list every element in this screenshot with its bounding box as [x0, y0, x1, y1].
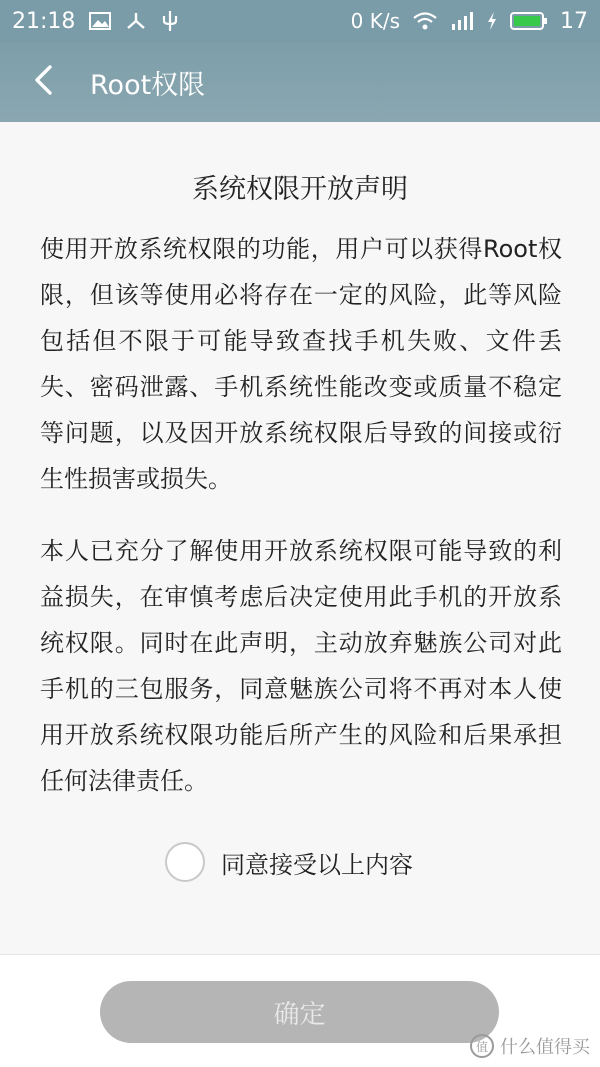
watermark-logo: 值: [470, 1034, 494, 1058]
statement-paragraph-1: 使用开放系统权限的功能，用户可以获得Root权限，但该等使用必将存在一定的风险，此等风险包括但不限于可能导致查找手机失败、文件丢失、密码泄露、手机系统性能改变或质量不稳定等问题，以及因开放系统权限后导致的间接或衍生性损害或损失。: [40, 235, 562, 493]
status-bar-right: [351, 9, 588, 34]
watermark-text: 什么值得买: [500, 1037, 590, 1058]
battery-icon: [510, 11, 548, 31]
net-speed: 0 K/s: [350, 9, 400, 33]
page-title: Root权限: [90, 69, 206, 101]
share-icon: [125, 11, 147, 31]
agree-label[interactable]: 同意接受以上内容: [221, 850, 413, 879]
statement-heading: 系统权限开放声明: [192, 174, 408, 205]
usb-icon: [161, 10, 179, 32]
header-bar: [0, 42, 600, 122]
status-time: 21:18: [12, 8, 76, 34]
statement-paragraph-2: 本人已充分了解使用开放系统权限可能导致的利益损失，在审慎考虑后决定使用此手机的开放系统权限。同时在此声明，主动放弃魅族公司对此手机的三包服务，同意魅族公司将不再对本人使用开放系统权限功能后所产生的风险和后果承担任何法律责任。: [40, 537, 562, 795]
status-bar-left: [12, 9, 179, 34]
agree-checkbox-row[interactable]: [165, 840, 413, 884]
chevron-left-icon: [33, 64, 53, 100]
charging-icon: [486, 11, 498, 31]
battery-level: 17: [560, 8, 588, 34]
confirm-button[interactable]: 确定: [100, 981, 499, 1043]
wifi-icon: [412, 11, 438, 31]
signal-icon: [450, 11, 474, 31]
agree-radio[interactable]: [165, 842, 205, 882]
status-bar: [0, 0, 600, 42]
site-watermark: [470, 1033, 590, 1059]
footer-bar: [0, 954, 600, 1067]
back-button[interactable]: [0, 42, 86, 122]
image-icon: [89, 12, 111, 30]
